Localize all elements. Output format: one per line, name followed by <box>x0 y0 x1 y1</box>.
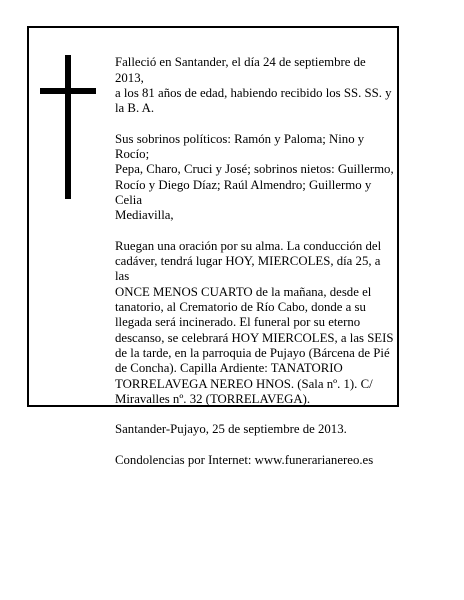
notice-body <box>115 40 395 484</box>
cross-vertical-bar <box>65 55 71 199</box>
family-members: Sus sobrinos políticos: Ramón y Paloma; Nino y Rocío; Pepa, Charo, Cruci y José; sobrinos nietos: Guillermo, Rocío y Diego Díaz; Raúl Almendro; Guillermo y Celia Mediavilla, <box>115 131 394 223</box>
place-and-date: Santander-Pujayo, 25 de septiembre de 2013. <box>115 422 347 437</box>
latin-cross-icon <box>40 55 96 199</box>
funeral-details: Ruegan una oración por su alma. La conducción del cadáver, tendrá lugar HOY, MIERCOLES, día 25, a las ONCE MENOS CUARTO de la mañana, desde el tanatorio, al Crematorio de Río Cabo, donde a su llegada será incinerado. El funeral por su eterno descanso, se celebrará HOY MIERCOLES, a las SEIS de la tarde, en la parroquia de Pujayo (Bárcena de Pié de Concha). Capilla Ardiente: TANATORIO TORRELAVEGA NEREO HNOS. (Sala nº. 1). C/ Miravalles nº. 32 (TORRELAVEGA). <box>115 238 394 406</box>
online-condolences: Condolencias por Internet: www.funerarianereo.es <box>115 453 374 468</box>
obituary-notice <box>27 26 399 468</box>
cross-horizontal-bar <box>40 88 96 94</box>
death-announcement: Falleció en Santander, el día 24 de septiembre de 2013, a los 81 años de edad, habiendo recibido los SS. SS. y la B. A. <box>115 55 392 116</box>
